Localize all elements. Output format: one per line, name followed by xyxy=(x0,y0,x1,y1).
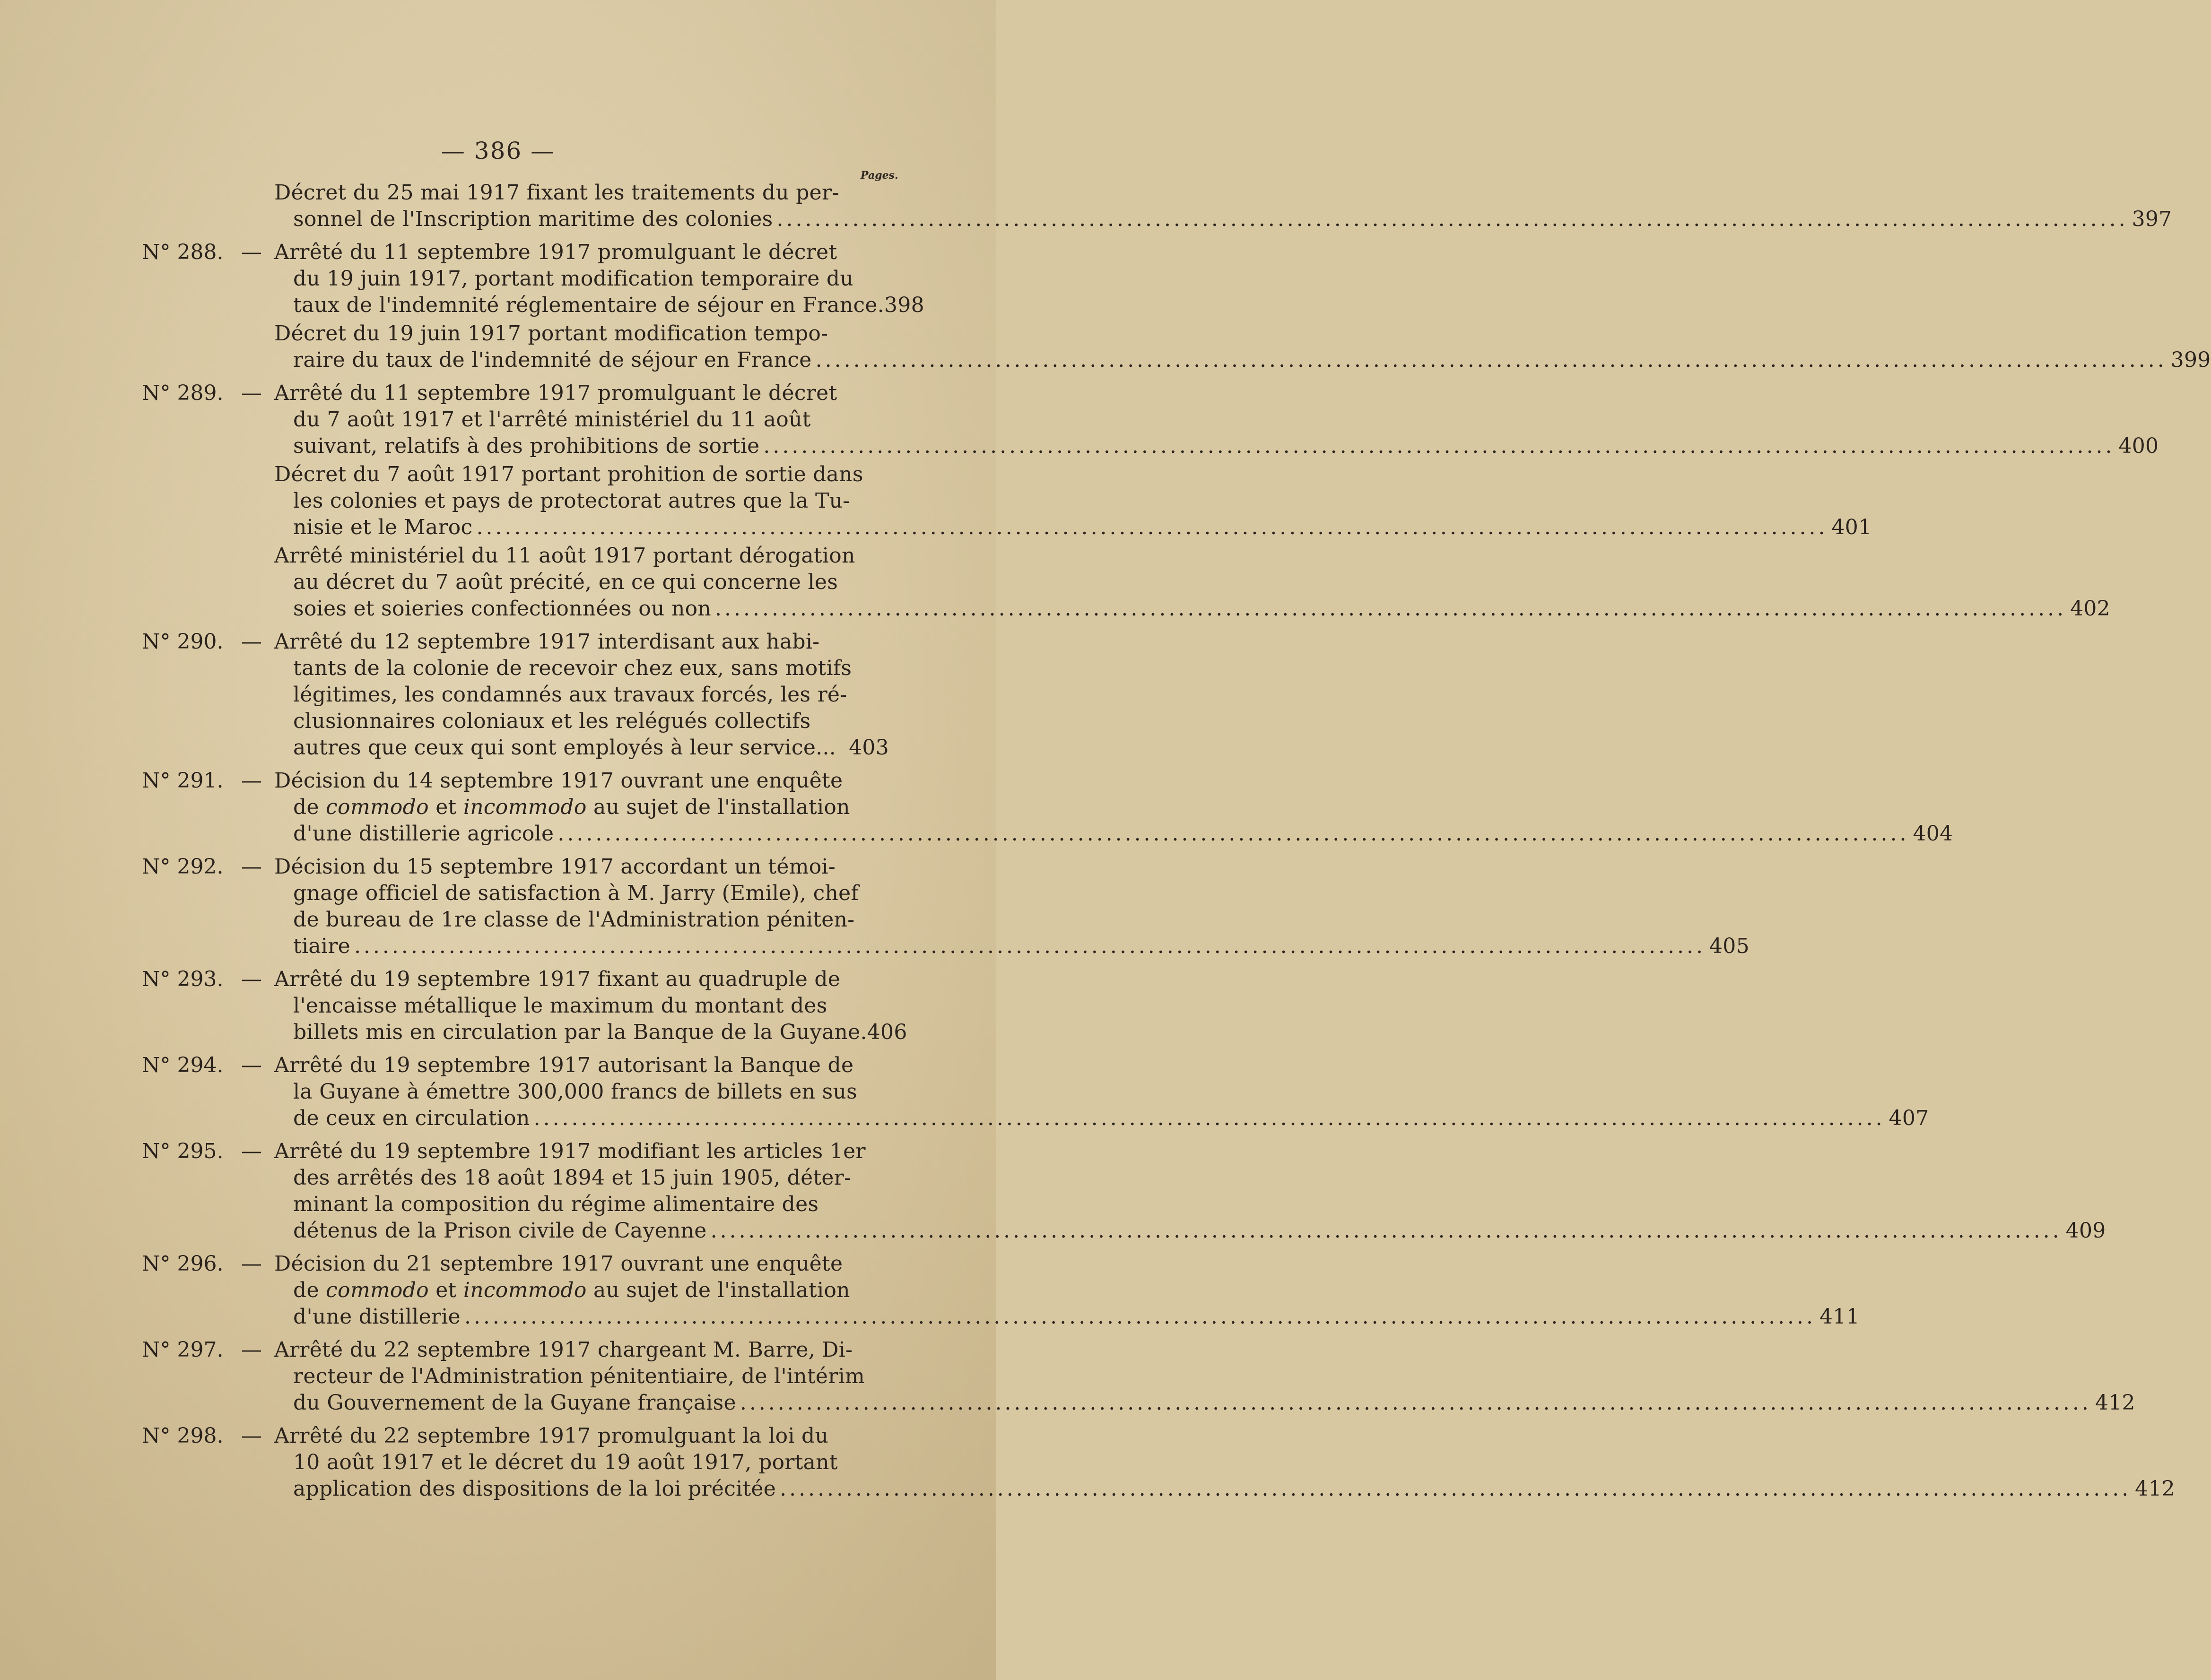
entry-number: N° 296. xyxy=(142,1252,224,1276)
entry-dash: — xyxy=(241,769,262,793)
entry-number: N° 290. xyxy=(142,630,224,654)
page-reference: 403 xyxy=(849,736,889,760)
item-text-line: légitimes, les condamnés aux travaux forcés, les ré- xyxy=(293,683,847,707)
entry-dash: — xyxy=(241,1424,262,1448)
item-text-line: Décret du 7 août 1917 portant prohition de sortie dans xyxy=(274,462,863,486)
item-text-line: Décision du 21 septembre 1917 ouvrant une enquête xyxy=(274,1252,843,1276)
item-text-line xyxy=(274,933,1750,960)
item-text-line: au décret du 7 août précité, en ce qui concerne les xyxy=(293,570,838,594)
item-text: billets mis en circulation par la Banque de la Guyane. xyxy=(293,1020,867,1044)
item-text-line: Décision du 14 septembre 1917 ouvrant une enquête xyxy=(274,769,843,793)
toc-item xyxy=(274,1251,1860,1330)
item-text: suivant, relatifs à des prohibitions de sortie xyxy=(293,434,760,458)
leader-dots xyxy=(763,433,2115,459)
item-text: d'une distillerie xyxy=(293,1305,461,1329)
item-text-line xyxy=(274,347,2211,373)
toc-item xyxy=(274,461,1872,541)
page-reference: 405 xyxy=(1709,934,1750,958)
item-text-line: Arrêté du 22 septembre 1917 promulguant la loi du xyxy=(274,1424,829,1448)
item-text: application des dispositions de la loi précitée xyxy=(293,1477,776,1501)
item-text-line: 10 août 1917 et le décret du 19 août 1917, portant xyxy=(293,1450,838,1474)
item-text-line: Arrêté du 11 septembre 1917 promulguant le décret xyxy=(274,381,837,405)
entry-dash: — xyxy=(241,630,262,654)
entry-dash: — xyxy=(241,1252,262,1276)
item-text-line xyxy=(274,821,1953,847)
item-text: d'une distillerie agricole xyxy=(293,822,554,846)
toc-item xyxy=(274,768,1953,847)
page-reference: 400 xyxy=(2118,434,2159,458)
item-text: tiaire xyxy=(293,934,350,958)
item-text: autres que ceux qui sont employés à leur service... xyxy=(293,736,836,760)
pages-column-label: Pages. xyxy=(861,169,898,182)
toc-item xyxy=(274,854,1750,960)
item-text: de ceux en circulation xyxy=(293,1106,530,1130)
item-text-line: les colonies et pays de protectorat autres que la Tu- xyxy=(293,489,850,513)
item-text-line xyxy=(274,1019,907,1046)
item-text-line: Arrêté du 19 septembre 1917 fixant au quadruple de xyxy=(274,967,841,991)
leader-dots xyxy=(780,1476,2131,1502)
entry-dash: — xyxy=(241,240,262,264)
item-text-line: gnage officiel de satisfaction à M. Jarry (Emile), chef xyxy=(293,881,859,905)
toc-item xyxy=(274,320,2211,373)
leader-dots xyxy=(777,206,2128,233)
toc-item xyxy=(274,966,907,1046)
item-text-line xyxy=(274,1218,2106,1244)
item-text: détenus de la Prison civile de Cayenne xyxy=(293,1219,707,1243)
toc-item xyxy=(274,1052,1929,1132)
item-text: sonnel de l'Inscription maritime des colonies xyxy=(293,207,773,231)
item-text-line: de commodo et incommodo au sujet de l'installation xyxy=(293,1278,850,1302)
item-text-line xyxy=(274,433,2159,459)
item-text-line xyxy=(274,1105,1929,1132)
item-text-line: Arrêté du 19 septembre 1917 autorisant la Banque de xyxy=(274,1053,854,1077)
leader-dots xyxy=(354,933,1706,960)
item-text-line: Arrêté du 19 septembre 1917 modifiant les articles 1er xyxy=(274,1139,866,1163)
leader-dots xyxy=(816,347,2167,373)
item-text-line xyxy=(274,206,2172,233)
item-text-line xyxy=(274,1390,2135,1416)
entry-dash: — xyxy=(241,381,262,405)
page-reference: 411 xyxy=(1819,1305,1860,1329)
item-text-line: Arrêté du 12 septembre 1917 interdisant aux habi- xyxy=(274,630,820,654)
item-text: raire du taux de l'indemnité de séjour en France xyxy=(293,348,812,372)
item-text-line xyxy=(274,1476,2176,1502)
item-text-line: Arrêté du 11 septembre 1917 promulguant le décret xyxy=(274,240,837,264)
page-reference: 412 xyxy=(2135,1477,2176,1501)
entry-dash: — xyxy=(241,967,262,991)
page-reference: 407 xyxy=(1889,1106,1929,1130)
item-text-line xyxy=(274,292,924,319)
toc-item xyxy=(274,1423,2176,1502)
page-number: — 386 — xyxy=(441,137,556,165)
entry-dash: — xyxy=(241,855,262,879)
item-text-line: de commodo et incommodo au sujet de l'installation xyxy=(293,795,850,819)
item-text: soies et soieries confectionnées ou non xyxy=(293,597,712,621)
item-text-line: l'encaisse métallique le maximum du montant des xyxy=(293,994,827,1018)
page-reference: 402 xyxy=(2070,597,2110,621)
item-text-line: tants de la colonie de recevoir chez eux, sans motifs xyxy=(293,656,852,680)
item-text-line: Arrêté ministériel du 11 août 1917 portant dérogation xyxy=(274,544,855,568)
leader-dots xyxy=(534,1105,1885,1132)
entry-number: N° 294. xyxy=(142,1053,224,1077)
item-text-line: recteur de l'Administration pénitentiaire, de l'intérim xyxy=(293,1364,865,1388)
page-reference: 401 xyxy=(1831,515,1872,539)
page-reference: 398 xyxy=(884,293,924,317)
item-text-line: Arrêté du 22 septembre 1917 chargeant M. Barre, Di- xyxy=(274,1338,853,1362)
toc-item xyxy=(274,629,889,761)
entry-number: N° 288. xyxy=(142,240,224,264)
item-text: nisie et le Maroc xyxy=(293,515,473,539)
item-text-line: du 7 août 1917 et l'arrêté ministériel du 11 août xyxy=(293,407,811,432)
item-text-line: du 19 juin 1917, portant modification temporaire du xyxy=(293,267,853,291)
toc-item xyxy=(274,380,2159,459)
toc-item xyxy=(274,180,2172,233)
leader-dots xyxy=(711,1218,2062,1244)
item-text-line: la Guyane à émettre 300,000 francs de billets en sus xyxy=(293,1080,858,1104)
item-text-line xyxy=(274,735,889,761)
item-text: du Gouvernement de la Guyane française xyxy=(293,1391,736,1415)
leader-dots xyxy=(557,821,1909,847)
item-text-line xyxy=(274,596,2110,622)
toc-item xyxy=(274,1138,2106,1244)
page-reference: 409 xyxy=(2065,1219,2106,1243)
entry-dash: — xyxy=(241,1053,262,1077)
item-text: taux de l'indemnité réglementaire de séjour en France. xyxy=(293,293,885,317)
entry-number: N° 298. xyxy=(142,1424,224,1448)
item-text-line xyxy=(274,514,1872,541)
leader-dots xyxy=(464,1304,1816,1330)
entry-number: N° 291. xyxy=(142,769,224,793)
item-text-line: Décision du 15 septembre 1917 accordant un témoi- xyxy=(274,855,836,879)
entry-number: N° 289. xyxy=(142,381,224,405)
entry-number: N° 295. xyxy=(142,1139,224,1163)
leader-dots xyxy=(476,514,1828,541)
item-text-line xyxy=(274,1304,1860,1330)
toc-item xyxy=(274,239,924,319)
entry-dash: — xyxy=(241,1338,262,1362)
item-text-line: Décret du 19 juin 1917 portant modification tempo- xyxy=(274,321,828,346)
leader-dots xyxy=(715,596,2066,622)
page-reference: 404 xyxy=(1913,822,1953,846)
entry-number: N° 297. xyxy=(142,1338,224,1362)
page-reference: 406 xyxy=(867,1020,907,1044)
toc-item xyxy=(274,1337,2135,1416)
item-text-line: Décret du 25 mai 1917 fixant les traitements du per- xyxy=(274,181,839,205)
item-text-line: minant la composition du régime alimentaire des xyxy=(293,1192,819,1216)
page-reference: 399 xyxy=(2170,348,2211,372)
toc-item xyxy=(274,543,2110,622)
item-text-line: de bureau de 1re classe de l'Administration péniten- xyxy=(293,908,855,932)
page-reference: 412 xyxy=(2095,1391,2135,1415)
entry-number: N° 292. xyxy=(142,855,224,879)
page-reference: 397 xyxy=(2132,207,2172,231)
item-text-line: des arrêtés des 18 août 1894 et 15 juin 1905, déter- xyxy=(293,1166,852,1190)
item-text-line: clusionnaires coloniaux et les relégués collectifs xyxy=(293,709,811,733)
entry-number: N° 293. xyxy=(142,967,224,991)
leader-dots xyxy=(740,1390,2091,1416)
entry-dash: — xyxy=(241,1139,262,1163)
